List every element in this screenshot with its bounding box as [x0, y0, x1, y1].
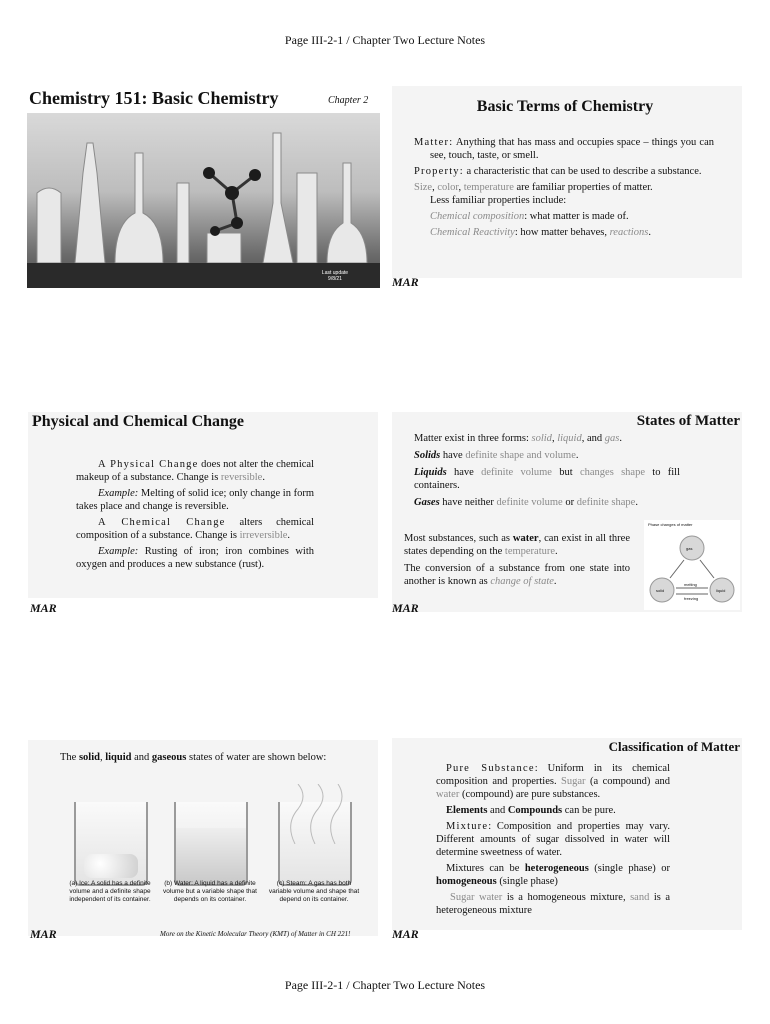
mixture-examples: Sugar water is a homogeneous mixture, sand is a heterogeneous mixture	[436, 892, 671, 916]
change-of-state: The conversion of a substance from one state into another is known as change of state.	[404, 563, 630, 587]
slide-1	[26, 86, 382, 292]
mar-label: MAR	[30, 927, 57, 941]
ice-caption: (a) Ice: A solid has a definite volume and a definite shape independent of its container.	[69, 880, 151, 903]
slide4-top	[414, 432, 680, 509]
diagram-label-melting: melting	[684, 582, 697, 587]
slide3-title: Physical and Chemical Change	[32, 413, 245, 430]
slide-6	[392, 738, 742, 930]
solids-line: Solids have definite shape and volume.	[414, 450, 579, 461]
diagram-label-freezing: freezing	[684, 596, 699, 601]
kmt-note: More on the Kinetic Molecular Theory (KMT) of Matter in CH 221!	[160, 930, 351, 938]
water-states: Most substances, such as water, can exist in all three states depending on the temperature.	[404, 533, 630, 557]
steam-wisps	[280, 784, 350, 844]
slide1-title: Chemistry 151: Basic Chemistry	[29, 88, 279, 108]
three-forms: Matter exist in three forms: solid, liquid, and gas.	[414, 433, 622, 444]
slide-4	[392, 412, 742, 612]
mixture: Mixture: Composition and properties may vary. Different amounts of sugar dissolved in water will determine sweetness of water.	[436, 821, 670, 858]
slide-3	[28, 412, 378, 598]
elements-compounds: Elements and Compounds can be pure.	[446, 805, 616, 816]
ice-beaker	[74, 802, 148, 886]
diagram-label-gas: gas	[686, 546, 693, 551]
diagram-title: Phase changes of matter	[648, 522, 693, 527]
slide6-body	[436, 762, 670, 917]
physical-change-definition: A Physical Change does not alter the chemical makeup of a substance. Change is reversible.	[76, 459, 315, 483]
steam-caption: (c) Steam: A gas has both variable volume and shape that depend on its container.	[268, 880, 360, 903]
matter-definition: Matter: Anything that has mass and occupies space – things you can see, touch, taste, or smell.	[414, 137, 715, 161]
slide4-title: States of Matter	[636, 413, 740, 429]
chapter-label: Chapter 2	[328, 95, 369, 106]
water-caption: (b) Water: A liquid has a definite volume but a variable shape that depends on its container.	[163, 880, 257, 903]
page-header: Page III-2-1 / Chapter Two Lecture Notes	[284, 33, 486, 47]
mar-label: MAR	[30, 601, 57, 615]
steam-beaker	[278, 802, 352, 886]
chemical-reactivity: Chemical Reactivity: how matter behaves, reactions.	[430, 227, 651, 238]
liquids-line: Liquids have definite volume but changes shape to fill containers.	[414, 467, 681, 491]
slide4-bottom	[404, 532, 630, 588]
gases-line: Gases have neither definite volume or definite shape.	[414, 497, 638, 508]
lab-glassware-photo	[27, 113, 380, 288]
last-update-note: Last update 9/8/21	[321, 270, 349, 282]
slide-2	[392, 86, 742, 278]
chemical-composition: Chemical composition: what matter is made of.	[430, 211, 629, 222]
page-footer: Page III-2-1 / Chapter Two Lecture Notes	[284, 978, 486, 992]
diagram-label-liquid: liquid	[716, 588, 726, 593]
mixture-types: Mixtures can be heterogeneous (single phase) or homogeneous (single phase)	[436, 863, 670, 887]
mar-label: MAR	[392, 275, 419, 289]
glassware-illustration	[27, 113, 380, 288]
slide2-body	[414, 136, 714, 239]
slide2-title: Basic Terms of Chemistry	[476, 98, 654, 115]
physical-change-example: Example: Melting of solid ice; only change in form takes place and change is reversible.	[76, 488, 315, 512]
property-definition: Property: a characteristic that can be used to describe a substance.	[414, 166, 702, 177]
slide3-body	[76, 458, 314, 571]
familiar-properties: Size, color, temperature are familiar properties of matter. Less familiar properties include:	[414, 182, 653, 206]
water-beaker	[174, 802, 248, 886]
diagram-label-solid: solid	[656, 588, 665, 593]
slide6-title: Classification of Matter	[608, 739, 740, 754]
water-states-intro: The solid, liquid and gaseous states of water are shown below:	[60, 752, 327, 763]
phase-change-diagram	[644, 520, 740, 610]
pure-substance: Pure Substance: Uniform in its chemical composition and properties. Sugar (a compound) and water (compound) are pure substances.	[436, 763, 671, 800]
slide-5	[28, 740, 378, 936]
chemical-change-definition: A Chemical Change alters chemical composition of a substance. Change is irreversible.	[76, 517, 315, 541]
chemical-change-example: Example: Rusting of iron; iron combines with oxygen and produces a new substance (rust).	[76, 546, 315, 570]
mar-label: MAR	[392, 601, 419, 615]
mar-label: MAR	[392, 927, 419, 941]
